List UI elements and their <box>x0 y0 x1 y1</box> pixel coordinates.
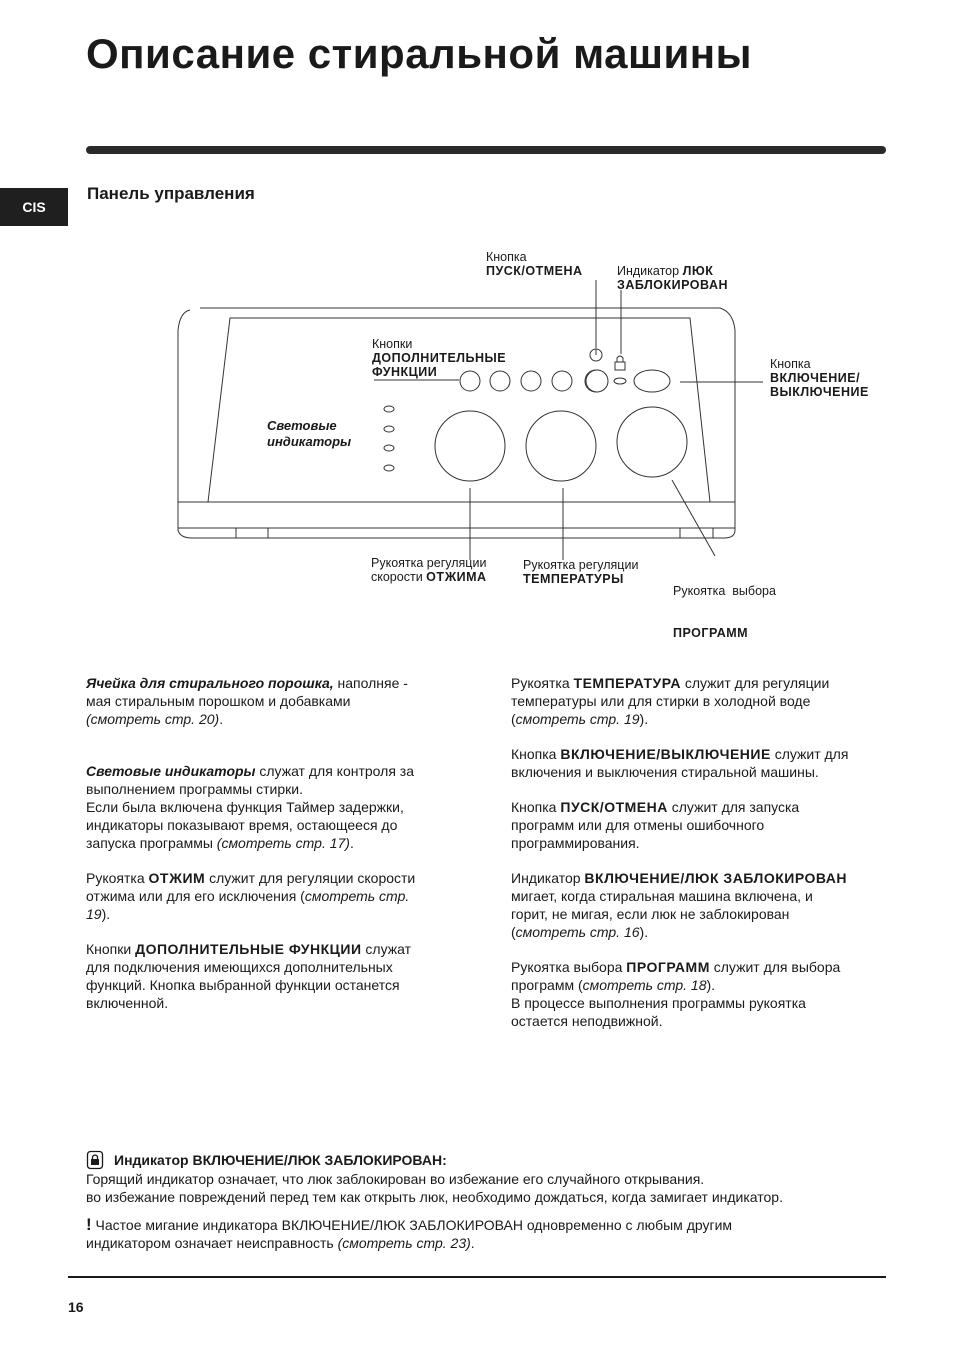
text: отжима или для его исключения ( <box>86 888 305 904</box>
text: функций. Кнопка выбранной функции останется <box>86 977 400 993</box>
label-indicators-line1: Световые <box>267 418 337 433</box>
text: Кнопка <box>511 799 561 815</box>
label-spin-bold: ОТЖИМА <box>426 570 487 584</box>
note-line1: Горящий индикатор означает, что люк заблокирован во избежание его случайного открывания. <box>86 1171 705 1187</box>
label-temp-knob <box>523 558 638 586</box>
label-extra-line3: ФУНКЦИИ <box>372 365 438 379</box>
label-temp-line1: Рукоятка регуляции <box>523 558 639 572</box>
text: ). <box>639 711 649 727</box>
label-program-line1: Рукоятка выбора <box>673 584 776 598</box>
text: служит для <box>770 746 849 762</box>
extra-button-4 <box>552 371 572 391</box>
warning-line1: Частое мигание индикатора ВКЛЮЧЕНИЕ/ЛЮК ЗАБЛОКИРОВАН одновременно с любым другим <box>91 1217 733 1233</box>
temperature-knob <box>526 411 596 481</box>
text-bi: Ячейка для стирального порошка, <box>86 675 334 691</box>
label-spin-line1: Рукоятка регуляции <box>371 556 487 570</box>
text: индикаторы показывают время, остающееся до <box>86 817 398 833</box>
label-power-line1: Кнопка <box>770 357 811 371</box>
led-3 <box>384 445 394 451</box>
text-i: смотреть стр. 19 <box>515 711 640 727</box>
paragraph-power <box>511 745 886 781</box>
label-temp-line2: ТЕМПЕРАТУРЫ <box>523 572 624 586</box>
text: . <box>349 835 354 851</box>
text: Индикатор <box>511 870 585 886</box>
label-power-button <box>770 357 869 399</box>
left-column <box>86 674 464 1029</box>
paragraph-start <box>511 798 886 852</box>
text: ( <box>511 924 516 940</box>
label-spin-prefix: скорости <box>371 570 423 584</box>
text: наполняе - <box>333 675 408 691</box>
text: служат <box>361 941 411 957</box>
paragraph-indicators <box>86 762 464 852</box>
control-panel-diagram <box>0 240 954 600</box>
warning-end: . <box>470 1235 475 1251</box>
note-heading: Индикатор ВКЛЮЧЕНИЕ/ЛЮК ЗАБЛОКИРОВАН: <box>114 1152 447 1168</box>
label-power-line2: ВКЛЮЧЕНИЕ/ <box>770 371 861 385</box>
text: ( <box>511 711 516 727</box>
text: ). <box>706 977 716 993</box>
text: включения и выключения стиральной машины. <box>511 764 819 780</box>
label-indicators <box>267 418 351 450</box>
text: Кнопки <box>86 941 136 957</box>
text-i: смотреть стр. 16 <box>515 924 640 940</box>
text-i: смотреть стр. 18 <box>582 977 707 993</box>
label-spin-knob <box>371 556 487 584</box>
label-power-line3: ВЫКЛЮЧЕНИЕ <box>770 385 869 399</box>
text: запуска программы <box>86 835 217 851</box>
text: служит для регуляции <box>680 675 830 691</box>
panel-base <box>178 502 735 538</box>
text-i: смотреть стр. <box>304 888 410 904</box>
extra-button-3 <box>521 371 541 391</box>
label-extra-line1: Кнопки <box>372 337 413 351</box>
paragraph-spin <box>86 869 464 923</box>
title-rule <box>86 146 886 154</box>
text: ). <box>101 906 111 922</box>
text: мая стиральным порошком и добавками <box>86 693 351 709</box>
label-lock-line2: ЗАБЛОКИРОВАН <box>617 278 728 292</box>
text-i: (смотреть стр. 17) <box>216 835 350 851</box>
text: программ или для отмены ошибочного <box>511 817 765 833</box>
power-button <box>634 370 670 392</box>
warning-icon: ! <box>86 1215 92 1234</box>
label-extra-functions <box>372 337 506 379</box>
text: служит для регуляции скорости <box>205 870 416 886</box>
text: Если была включена функция Таймер задержки, <box>86 799 404 815</box>
warning-ref: (смотреть стр. 23) <box>337 1235 471 1251</box>
text-b: ТЕМПЕРАТУРА <box>573 675 681 691</box>
text: служит для запуска <box>667 799 800 815</box>
paragraph-program <box>511 958 886 1030</box>
spin-knob <box>435 411 505 481</box>
section-title: Панель управления <box>87 184 255 203</box>
text: служат для контроля за <box>255 763 414 779</box>
paragraph-door-lock <box>511 869 886 941</box>
text-i: (смотреть стр. 20) <box>86 711 220 727</box>
text: Рукоятка выбора <box>511 959 627 975</box>
label-lock-bold: ЛЮК <box>682 264 714 278</box>
text-bi: Световые индикаторы <box>86 763 256 779</box>
label-start-line2: ПУСК/ОТМЕНА <box>486 264 583 278</box>
text-b: ВКЛЮЧЕНИЕ/ВЫКЛЮЧЕНИЕ <box>560 746 771 762</box>
text: ). <box>639 924 649 940</box>
page-title: Описание стиральной машины <box>86 30 753 77</box>
text: остается неподвижной. <box>511 1013 663 1029</box>
led-2 <box>384 426 394 432</box>
label-program-knob <box>673 556 776 654</box>
label-door-lock <box>617 264 728 292</box>
door-lock-led <box>614 378 626 384</box>
text-b: ПРОГРАММ <box>626 959 710 975</box>
text: для подключения имеющихся дополнительных <box>86 959 393 975</box>
led-1 <box>384 406 394 412</box>
text-i: 19 <box>86 906 102 922</box>
text: включенной. <box>86 995 169 1011</box>
label-lock-prefix: Индикатор <box>617 264 680 278</box>
text: . <box>219 711 224 727</box>
label-start-line1: Кнопка <box>486 250 527 264</box>
text: В процессе выполнения программы рукоятка <box>511 995 806 1011</box>
label-indicators-line2: индикаторы <box>267 434 352 449</box>
paragraph-temperature <box>511 674 886 728</box>
right-column <box>511 674 886 1047</box>
led-4 <box>384 465 394 471</box>
lock-icon <box>86 1150 104 1170</box>
text: выполнением программы стирки. <box>86 781 303 797</box>
text-b: ПУСК/ОТМЕНА <box>560 799 668 815</box>
text: Кнопка <box>511 746 561 762</box>
text: служит для выбора <box>709 959 841 975</box>
text: программ ( <box>511 977 583 993</box>
text: Рукоятка <box>511 675 574 691</box>
label-program-line2: ПРОГРАММ <box>673 626 749 640</box>
label-start-button <box>486 250 583 278</box>
note-line2: во избежание повреждений перед тем как открыть люк, необходимо дождаться, когда замигает индикатор. <box>86 1189 783 1205</box>
program-knob <box>617 407 687 477</box>
paragraph-extra-functions <box>86 940 464 1012</box>
paragraph-detergent <box>86 674 464 728</box>
text-b: ОТЖИМ <box>148 870 206 886</box>
text: горит, не мигая, если люк не заблокирован <box>511 906 790 922</box>
text: программирования. <box>511 835 640 851</box>
warning-line2: индикатором означает неисправность <box>86 1235 338 1251</box>
text: температуры или для стирки в холодной воде <box>511 693 811 709</box>
text-b: ДОПОЛНИТЕЛЬНЫЕ ФУНКЦИИ <box>135 941 362 957</box>
text: Рукоятка <box>86 870 149 886</box>
text: мигает, когда стиральная машина включена, и <box>511 888 813 904</box>
bottom-rule <box>68 1276 886 1278</box>
label-extra-line2: ДОПОЛНИТЕЛЬНЫЕ <box>372 351 507 365</box>
text-b: ВКЛЮЧЕНИЕ/ЛЮК ЗАБЛОКИРОВАН <box>584 870 848 886</box>
page-number: 16 <box>68 1299 84 1315</box>
door-lock-note <box>86 1150 886 1252</box>
language-tab: CIS <box>0 188 68 226</box>
